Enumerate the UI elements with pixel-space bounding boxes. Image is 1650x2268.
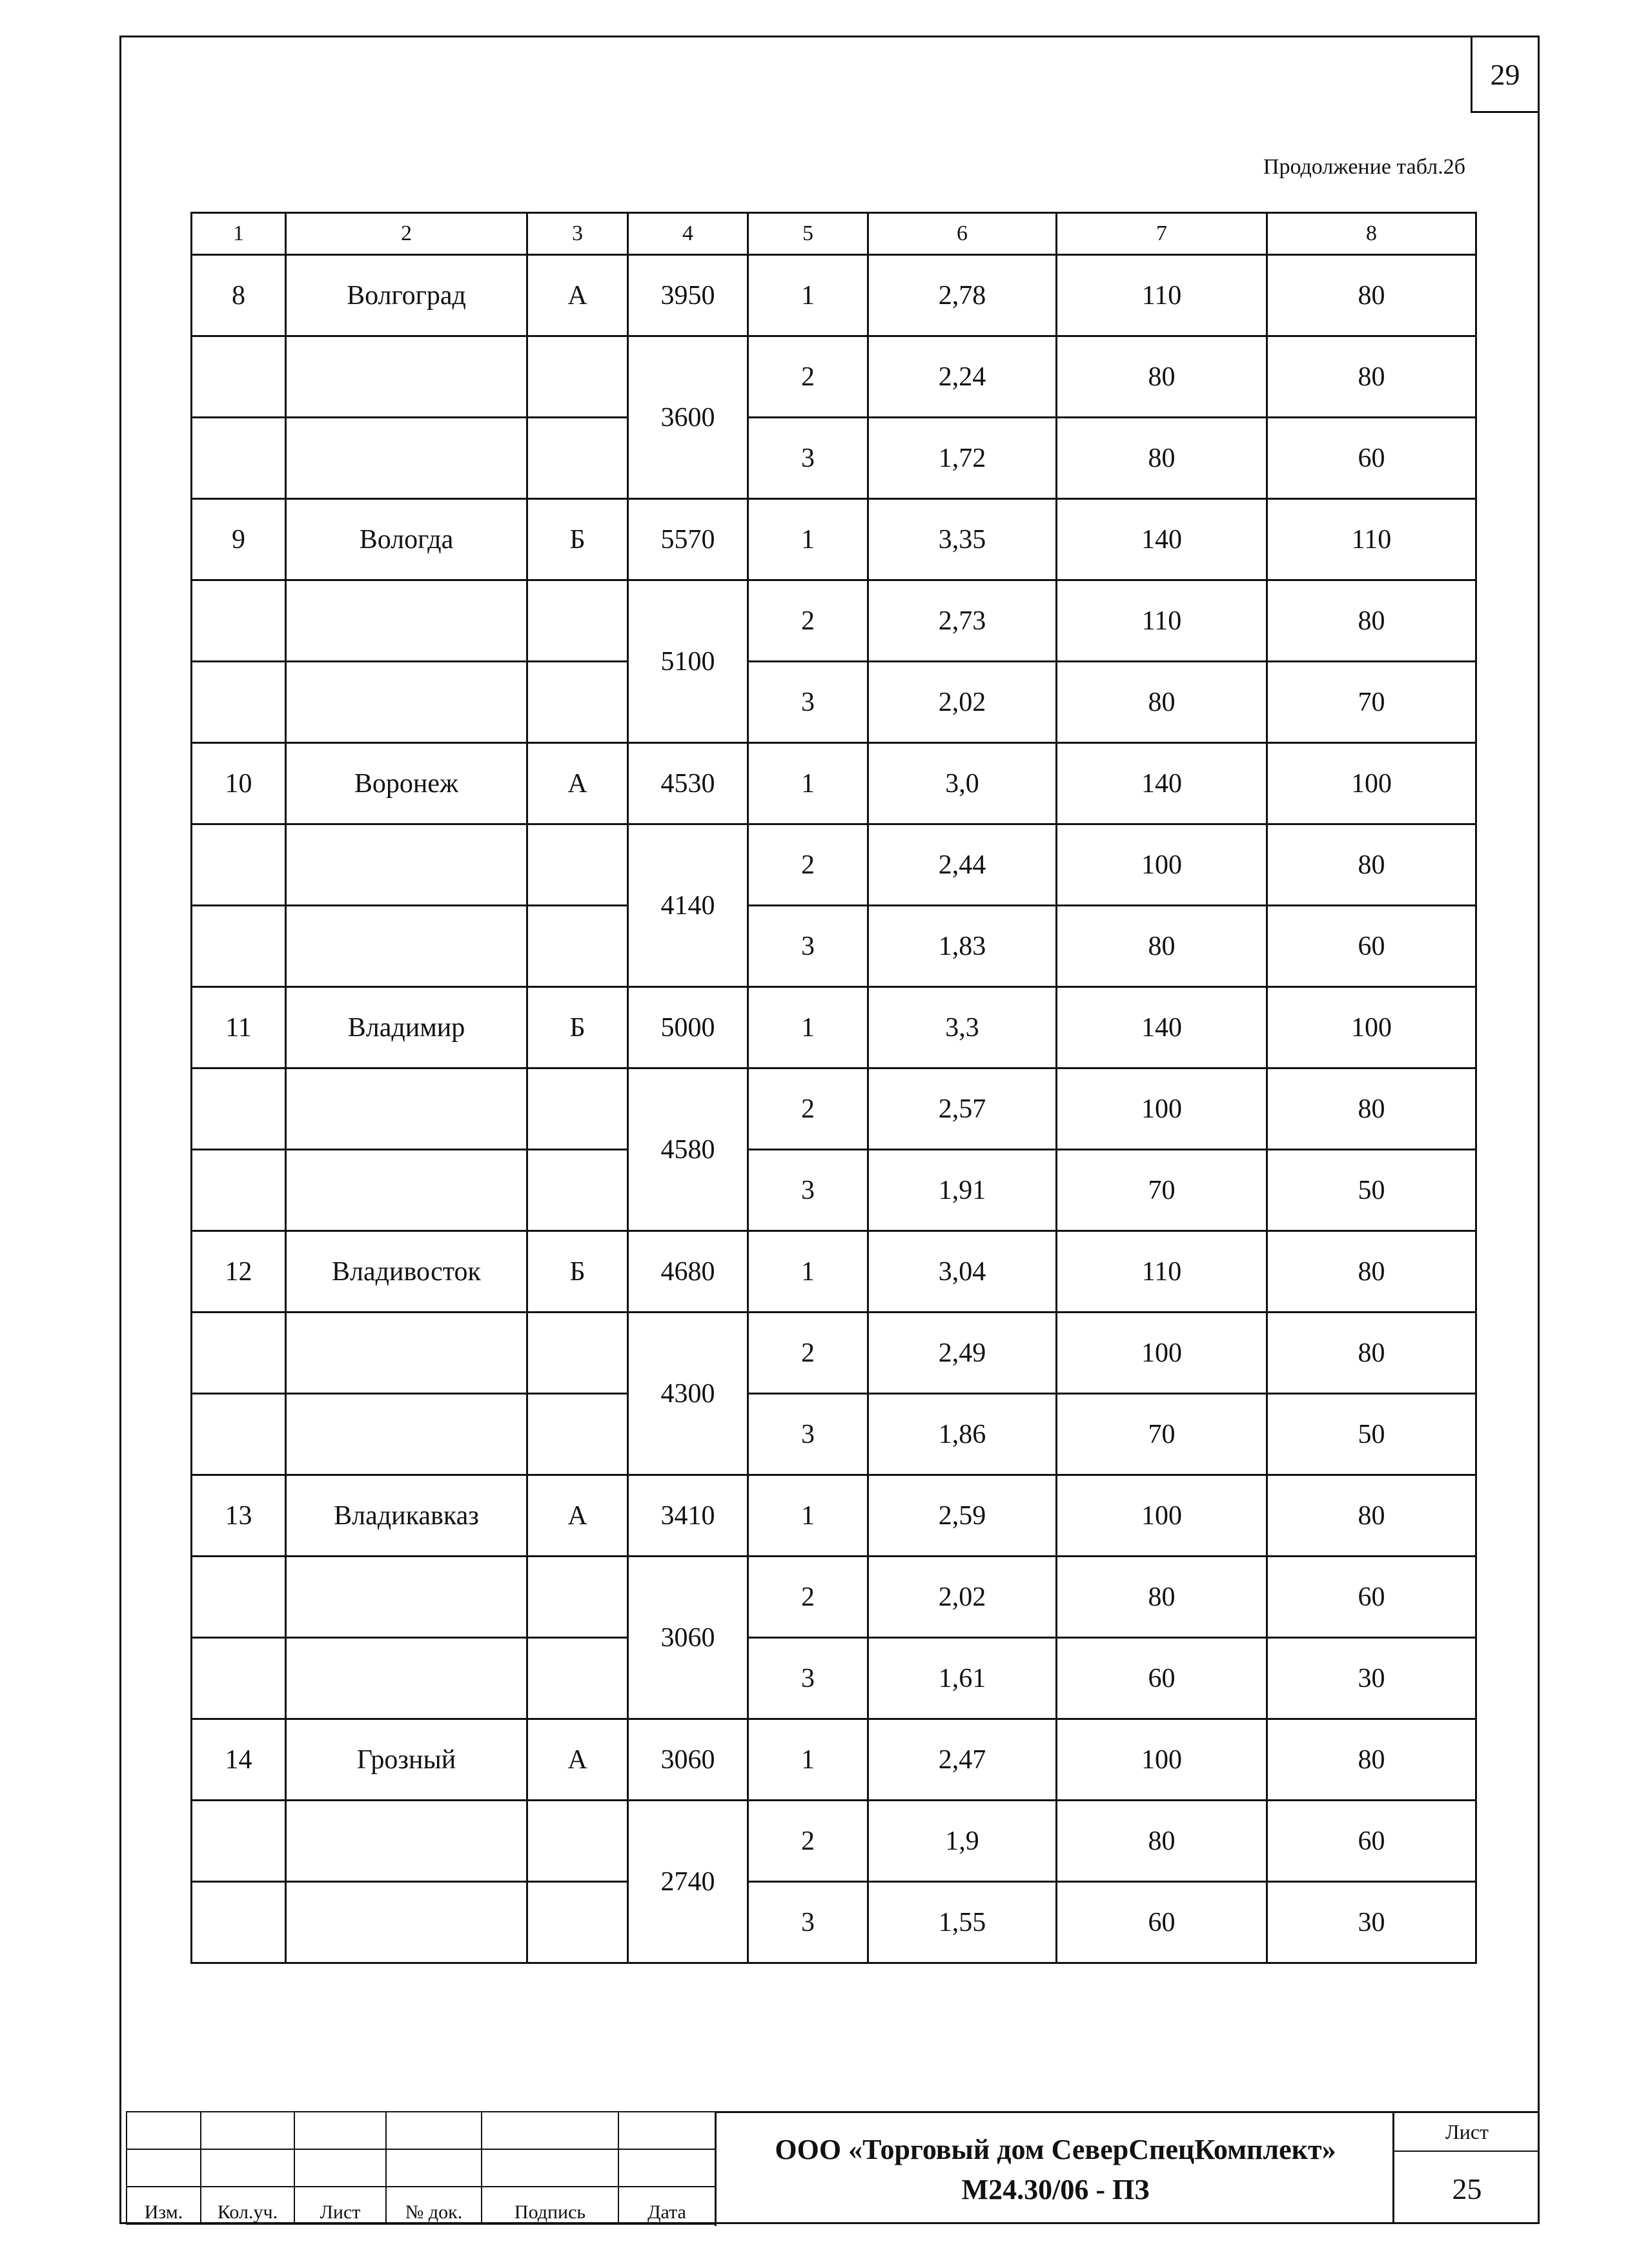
category: А [527, 1719, 628, 1801]
value-col6: 2,57 [868, 1068, 1057, 1150]
empty-cell [527, 824, 628, 906]
empty-cell [192, 1150, 286, 1231]
table-row [192, 499, 1476, 580]
column-header: 3 [527, 213, 628, 255]
empty-cell [192, 662, 286, 743]
value-col8: 100 [1267, 743, 1476, 824]
value-col6: 2,49 [868, 1313, 1057, 1394]
value-col5: 3 [748, 1882, 868, 1963]
value-col8: 80 [1267, 580, 1476, 662]
header-row [192, 213, 1476, 255]
empty-cell [192, 1882, 286, 1963]
value-col6: 3,04 [868, 1231, 1057, 1313]
value-col5: 2 [748, 336, 868, 418]
empty-cell [527, 1882, 628, 1963]
empty-cell [286, 1557, 527, 1638]
city-name: Вологда [286, 499, 527, 580]
value-col6: 1,91 [868, 1150, 1057, 1231]
organization-name: ООО «Торговый дом СеверСпецКомплект» [775, 2133, 1336, 2165]
empty-cell [192, 1394, 286, 1475]
value-col6: 2,78 [868, 255, 1057, 336]
value-col5: 3 [748, 418, 868, 499]
value-col6: 1,83 [868, 906, 1057, 987]
value-col4: 3600 [628, 336, 748, 499]
value-col6: 2,44 [868, 824, 1057, 906]
data-table [190, 212, 1477, 1964]
value-col8: 80 [1267, 1719, 1476, 1801]
value-col7: 60 [1057, 1882, 1267, 1963]
value-col8: 100 [1267, 987, 1476, 1068]
row-number: 10 [192, 743, 286, 824]
column-header: 5 [748, 213, 868, 255]
value-col7: 110 [1057, 1231, 1267, 1313]
value-col6: 1,55 [868, 1882, 1057, 1963]
value-col4: 5570 [628, 499, 748, 580]
table-row [192, 1719, 1476, 1801]
empty-cell [192, 1068, 286, 1150]
category: А [527, 743, 628, 824]
value-col8: 80 [1267, 1475, 1476, 1557]
title-block [126, 2111, 1540, 2224]
empty-cell [192, 1557, 286, 1638]
table-row [192, 906, 1476, 987]
table-row [192, 1394, 1476, 1475]
value-col8: 70 [1267, 662, 1476, 743]
column-header: 8 [1267, 213, 1476, 255]
empty-cell [192, 906, 286, 987]
value-col7: 100 [1057, 824, 1267, 906]
value-col7: 80 [1057, 1801, 1267, 1882]
value-col4: 3410 [628, 1475, 748, 1557]
continuation-note: Продолжение табл.2б [1263, 155, 1465, 179]
stamp-column-label: Лист [294, 2187, 386, 2224]
value-col6: 2,73 [868, 580, 1057, 662]
value-col8: 110 [1267, 499, 1476, 580]
city-name: Воронеж [286, 743, 527, 824]
empty-cell [192, 580, 286, 662]
value-col7: 80 [1057, 336, 1267, 418]
value-col5: 2 [748, 824, 868, 906]
city-name: Владимир [286, 987, 527, 1068]
value-col6: 2,02 [868, 662, 1057, 743]
empty-cell [527, 1150, 628, 1231]
value-col5: 3 [748, 1638, 868, 1719]
value-col4: 4530 [628, 743, 748, 824]
empty-cell [286, 1313, 527, 1394]
revision-grid [126, 2111, 716, 2225]
value-col6: 2,59 [868, 1475, 1057, 1557]
table-row [192, 1475, 1476, 1557]
row-number: 12 [192, 1231, 286, 1313]
empty-cell [527, 580, 628, 662]
city-name: Волгоград [286, 255, 527, 336]
value-col5: 1 [748, 1719, 868, 1801]
value-col7: 60 [1057, 1638, 1267, 1719]
empty-cell [527, 906, 628, 987]
value-col5: 1 [748, 743, 868, 824]
table-row [192, 255, 1476, 336]
value-col4: 3950 [628, 255, 748, 336]
column-header: 4 [628, 213, 748, 255]
empty-cell [192, 1801, 286, 1882]
empty-cell [527, 1313, 628, 1394]
value-col7: 100 [1057, 1475, 1267, 1557]
column-header: 7 [1057, 213, 1267, 255]
value-col6: 3,0 [868, 743, 1057, 824]
empty-cell [286, 1150, 527, 1231]
empty-cell [192, 1638, 286, 1719]
table-row [192, 1313, 1476, 1394]
value-col8: 50 [1267, 1394, 1476, 1475]
value-col5: 3 [748, 1150, 868, 1231]
empty-cell [192, 336, 286, 418]
value-col6: 2,24 [868, 336, 1057, 418]
value-col5: 3 [748, 906, 868, 987]
value-col8: 60 [1267, 906, 1476, 987]
value-col6: 1,72 [868, 418, 1057, 499]
value-col8: 60 [1267, 1557, 1476, 1638]
value-col7: 140 [1057, 743, 1267, 824]
value-col7: 110 [1057, 255, 1267, 336]
value-col4: 4580 [628, 1068, 748, 1231]
value-col4: 5000 [628, 987, 748, 1068]
value-col4: 3060 [628, 1719, 748, 1801]
value-col5: 1 [748, 987, 868, 1068]
empty-cell [286, 418, 527, 499]
empty-cell [286, 580, 527, 662]
value-col5: 2 [748, 1068, 868, 1150]
value-col7: 140 [1057, 987, 1267, 1068]
row-number: 11 [192, 987, 286, 1068]
empty-cell [527, 1068, 628, 1150]
empty-cell [286, 1801, 527, 1882]
empty-cell [286, 662, 527, 743]
table-row [192, 1801, 1476, 1882]
city-name: Грозный [286, 1719, 527, 1801]
row-number: 9 [192, 499, 286, 580]
empty-cell [286, 1638, 527, 1719]
value-col4: 4680 [628, 1231, 748, 1313]
value-col6: 2,02 [868, 1557, 1057, 1638]
table-row [192, 1068, 1476, 1150]
empty-cell [527, 418, 628, 499]
value-col7: 80 [1057, 418, 1267, 499]
value-col7: 80 [1057, 906, 1267, 987]
empty-cell [527, 1557, 628, 1638]
table-row [192, 418, 1476, 499]
value-col8: 30 [1267, 1638, 1476, 1719]
value-col8: 80 [1267, 1068, 1476, 1150]
value-col8: 80 [1267, 1313, 1476, 1394]
empty-cell [286, 1068, 527, 1150]
value-col7: 80 [1057, 662, 1267, 743]
value-col7: 100 [1057, 1068, 1267, 1150]
value-col7: 70 [1057, 1150, 1267, 1231]
empty-cell [286, 906, 527, 987]
value-col7: 100 [1057, 1313, 1267, 1394]
value-col7: 80 [1057, 1557, 1267, 1638]
table-row [192, 1882, 1476, 1963]
organization-block [715, 2111, 1394, 2226]
value-col6: 2,47 [868, 1719, 1057, 1801]
stamp-column-label: Кол.уч. [201, 2187, 294, 2224]
value-col8: 50 [1267, 1150, 1476, 1231]
value-col8: 30 [1267, 1882, 1476, 1963]
empty-cell [286, 1394, 527, 1475]
value-col4: 2740 [628, 1801, 748, 1963]
value-col5: 1 [748, 255, 868, 336]
value-col6: 1,86 [868, 1394, 1057, 1475]
empty-cell [286, 824, 527, 906]
sheet-label: Лист [1394, 2113, 1540, 2152]
value-col5: 3 [748, 662, 868, 743]
value-col4: 4140 [628, 824, 748, 987]
column-header: 1 [192, 213, 286, 255]
city-name: Владикавказ [286, 1475, 527, 1557]
value-col4: 5100 [628, 580, 748, 743]
empty-cell [527, 662, 628, 743]
value-col8: 80 [1267, 255, 1476, 336]
value-col8: 80 [1267, 336, 1476, 418]
empty-cell [192, 824, 286, 906]
empty-cell [527, 1801, 628, 1882]
value-col5: 2 [748, 1313, 868, 1394]
table-row [192, 1150, 1476, 1231]
category: Б [527, 987, 628, 1068]
table-row [192, 336, 1476, 418]
table-row [192, 580, 1476, 662]
sheet-block [1392, 2111, 1540, 2224]
table-row [192, 1231, 1476, 1313]
row-number: 13 [192, 1475, 286, 1557]
value-col6: 1,9 [868, 1801, 1057, 1882]
value-col5: 1 [748, 1475, 868, 1557]
value-col6: 3,3 [868, 987, 1057, 1068]
empty-cell [527, 336, 628, 418]
value-col7: 140 [1057, 499, 1267, 580]
table-row [192, 1638, 1476, 1719]
value-col7: 70 [1057, 1394, 1267, 1475]
empty-cell [286, 1882, 527, 1963]
value-col5: 2 [748, 1801, 868, 1882]
page-number: 29 [1471, 36, 1540, 113]
value-col8: 80 [1267, 824, 1476, 906]
empty-cell [192, 1313, 286, 1394]
table-row [192, 662, 1476, 743]
row-number: 14 [192, 1719, 286, 1801]
empty-cell [527, 1638, 628, 1719]
stamp-column-label: Изм. [127, 2187, 201, 2224]
table-row [192, 1557, 1476, 1638]
category: Б [527, 1231, 628, 1313]
value-col6: 1,61 [868, 1638, 1057, 1719]
value-col5: 2 [748, 580, 868, 662]
city-name: Владивосток [286, 1231, 527, 1313]
value-col5: 1 [748, 1231, 868, 1313]
empty-cell [286, 336, 527, 418]
category: А [527, 1475, 628, 1557]
value-col7: 110 [1057, 580, 1267, 662]
column-header: 6 [868, 213, 1057, 255]
value-col8: 60 [1267, 418, 1476, 499]
sheet-number: 25 [1452, 2172, 1482, 2205]
stamp-column-label: № док. [386, 2187, 482, 2224]
value-col6: 3,35 [868, 499, 1057, 580]
stamp-column-label: Дата [618, 2187, 715, 2224]
column-header: 2 [286, 213, 527, 255]
table-row [192, 987, 1476, 1068]
value-col8: 60 [1267, 1801, 1476, 1882]
value-col4: 4300 [628, 1313, 748, 1475]
value-col8: 80 [1267, 1231, 1476, 1313]
value-col5: 3 [748, 1394, 868, 1475]
empty-cell [192, 418, 286, 499]
stamp-column-label: Подпись [482, 2187, 618, 2224]
value-col5: 2 [748, 1557, 868, 1638]
value-col5: 1 [748, 499, 868, 580]
category: А [527, 255, 628, 336]
value-col4: 3060 [628, 1557, 748, 1719]
row-number: 8 [192, 255, 286, 336]
document-code: М24.30/06 - ПЗ [961, 2173, 1150, 2205]
empty-cell [527, 1394, 628, 1475]
table-row [192, 743, 1476, 824]
table-row [192, 824, 1476, 906]
category: Б [527, 499, 628, 580]
value-col7: 100 [1057, 1719, 1267, 1801]
